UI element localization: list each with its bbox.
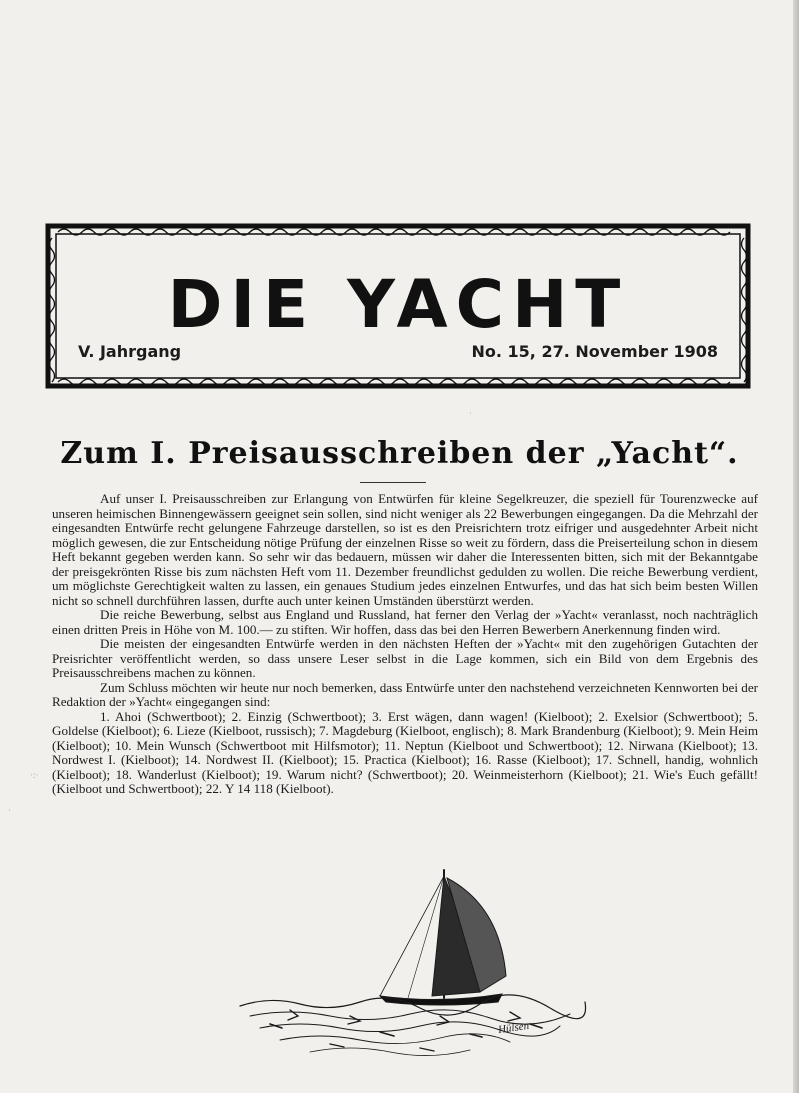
article-heading: Zum I. Preisausschreiben der „Yacht“. [60,436,739,471]
heading-underline [360,482,426,483]
entries-list: 1. Ahoi (Schwertboot); 2. Einzig (Schwertboot); 3. Erst wägen, dann wagen! (Kielboot); 2. Exelsior (Schwertboot); 5. Goldelse (Kielboot); 6. Lieze (Kielboot, russisch); 7. Magdeburg (Kielboot, englisch); 8. Mark Brandenburg (Kielboot); 9. Mein Heim (Kielboot); 10. Mein Wunsch (Schwertboot mit Hilfsmotor); 11. Neptun (Kielboot und Schwertboot); 12. Nirwana (Kielboot); 13. Nordwest I. (Kielboot); 14. Nordwest II. (Kielboot); 15. Practica (Kielboot); 16. Rasse (Kielboot); 17. Schnell, handig, wohnlich (Kielboot); 18. Wanderlust (Kielboot); 19. Warum nicht? (Schwertboot); 20. Weinmeisterhorn (Kielboot); 21. Wie's Euch gefällt! (Kielboot und Schwertboot); 22. Y 14 118 (Kielboot). [52,708,758,796]
speck: · [469,409,472,418]
article-body [52,492,758,797]
margin-speck: ·:· [30,770,39,780]
issue-label: No. 15, 27. November 1908 [471,342,718,361]
paragraph: Zum Schluss möchten wir heute nur noch bemerken, dass Entwürfe unter den nachstehend verzeichneten Kennworten bei der Redaktion der »Yacht« eingegangen sind: [52,679,758,709]
paragraph: Die reiche Bewerbung, selbst aus England und Russland, hat ferner den Verlag der »Yacht« veranlasst, noch nachträglich einen dritten Preis in Höhe von M. 100.— zu stiften. Wir hoffen, dass das bei den Herren Bewerbern Anerkennung finden wird. [52,607,758,637]
masthead-title: DIE YACHT [167,266,629,343]
masthead [44,222,752,390]
page-edge [793,0,799,1093]
margin-speck: · [8,805,11,815]
sailboat-illustration [230,866,590,1070]
artist-signature: Hülsen [497,1019,530,1037]
volume-label: V. Jahrgang [78,342,182,361]
paragraph: Die meisten der eingesandten Entwürfe werden in den nächsten Heften der »Yacht« mit den zugehörigen Gutachten der Preisrichter veröffentlicht werden, so dass unsere Leser selbst in die Lage kommen, sich ein Bild von dem Ergebnis des Preisausschreibens machen zu können. [52,636,758,680]
paragraph: Auf unser I. Preisausschreiben zur Erlangung von Entwürfen für kleine Segelkreuzer, die speziell für Tourenzwecke auf unseren heimischen Binnengewässern geeignet sein sollen, sind nicht weniger als 22 Bewerbungen eingegangen. Da die Mehrzahl der eingesandten Entwürfe recht gelungene Fahrzeuge darstellen, so ist es den Preisrichtern trotz eifriger und ausgedehnter Arbeit nicht möglich gewesen, die zur Entscheidung nötige Prüfung der einzelnen Risse so weit zu fördern, dass die Preiserteilung schon in diesem Heft bekannt gegeben werden kann. So sehr wir das bedauern, müssen wir daher die Interessenten bitten, sich mit der Bekanntgabe der preisgekrönten Risse bis zum nächsten Heft vom 11. Dezember freundlichst gedulden zu wollen. Die reiche Bewerbung verdient, um möglichste Gerechtigkeit walten zu lassen, ein genaues Studium jedes einzelnen Entwurfes, und das hat sich beim besten Willen nicht so schnell durchführen lassen, durfte auch unter keinen Umständen überstürzt werden. [52,491,758,608]
